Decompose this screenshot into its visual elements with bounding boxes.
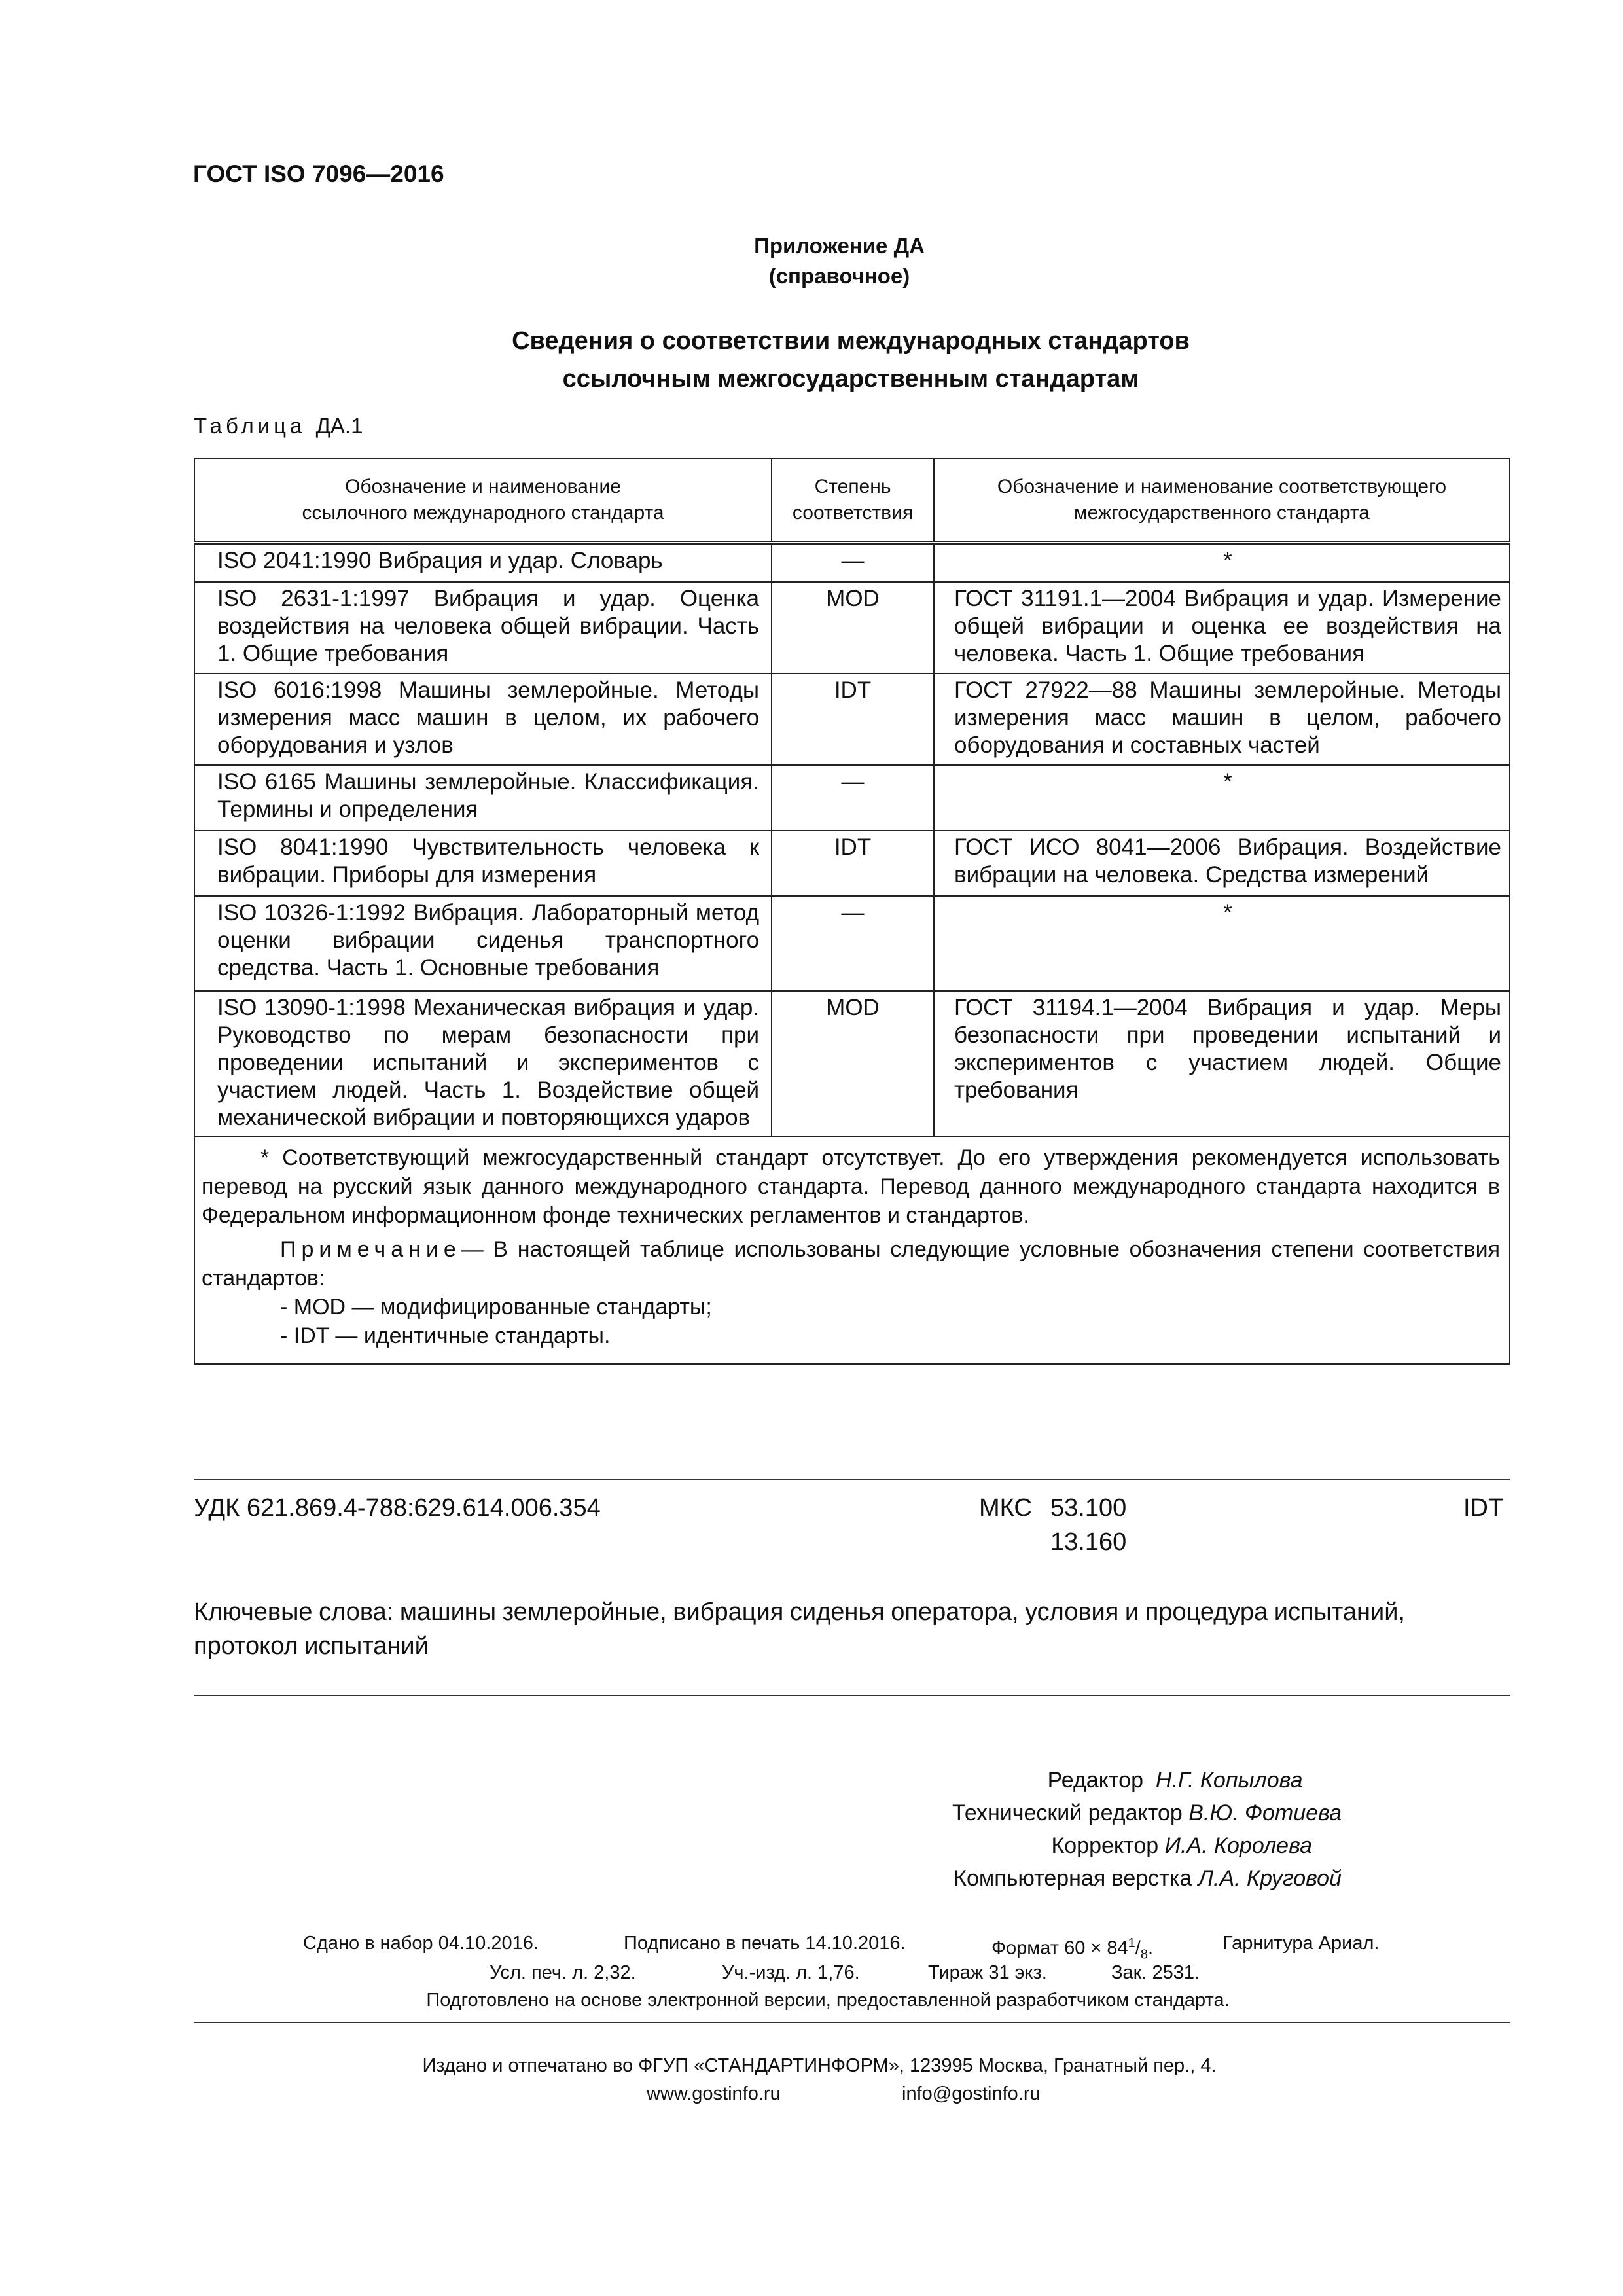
cell-international: ISO 6165 Машины землеройные. Классификация. Термины и определения: [194, 765, 772, 831]
note-item: - IDT — идентичные стандарты.: [280, 1323, 611, 1348]
credit-tech-editor: [0, 1797, 1342, 1829]
cell-degree: —: [772, 543, 934, 582]
table-row: [194, 765, 1510, 831]
classification-top-rule: [194, 1479, 1510, 1480]
credit-editor: [0, 1764, 1309, 1797]
note-text: — В настоящей таблице использованы следующие условные обозначения степени соответствия стандартов:: [202, 1237, 1500, 1291]
mks-code-2: 13.160: [1050, 1528, 1127, 1556]
cell-international: ISO 6016:1998 Машины землеройные. Методы измерения масс машин в целом, их рабочего оборудования и узлов: [194, 673, 772, 765]
correspondence-table: [194, 458, 1510, 1365]
table-row: [194, 991, 1510, 1136]
cell-national: *: [934, 896, 1510, 991]
credit-role: Технический редактор: [952, 1801, 1183, 1825]
table-notes: [194, 1136, 1510, 1364]
keywords-bottom-rule: [194, 1695, 1510, 1696]
table-row: [194, 673, 1510, 765]
print-format: Формат $60 \times 84^1/_8$.: [991, 1936, 1154, 1962]
format-suffix: .: [1147, 1937, 1154, 1959]
mks-label: МКС: [979, 1494, 1032, 1522]
table-caption-label: Таблица: [194, 414, 306, 438]
publisher-email: info@gostinfo.ru: [902, 2083, 1041, 2104]
table-row: [194, 896, 1510, 991]
table-caption-number: ДА.1: [315, 414, 363, 438]
note-label: Примечание: [280, 1237, 461, 1262]
note-item: - MOD — модифицированные стандарты;: [280, 1295, 712, 1319]
appendix-title-line-1: Сведения о соответствии международных стандартов: [512, 327, 1190, 355]
credit-role: Редактор: [1047, 1768, 1143, 1793]
cell-national: *: [934, 543, 1510, 582]
cell-international: ISO 8041:1990 Чувствительность человека к вибрации. Приборы для измерения: [194, 831, 772, 896]
format-prefix: Формат 60 × 84: [991, 1937, 1128, 1959]
udk-code: УДК 621.869.4-788:629.614.006.354: [194, 1494, 601, 1522]
appendix-title-line-2: ссылочным межгосударственным стандартам: [562, 365, 1139, 393]
publisher-site: www.gostinfo.ru: [647, 2083, 781, 2104]
format-sup: 1: [1128, 1936, 1135, 1950]
cell-international: ISO 2631-1:1997 Вибрация и удар. Оценка воздействия на человека общей вибрации. Часть 1. Общие требования: [194, 582, 772, 673]
credit-role: Корректор: [1051, 1833, 1159, 1858]
credit-proofreader: [0, 1829, 1312, 1862]
mks-code-1: 53.100: [1050, 1494, 1127, 1522]
table-note: [202, 1235, 1500, 1293]
cell-degree: MOD: [772, 991, 934, 1136]
credit-name: В.Ю. Фотиева: [1188, 1801, 1342, 1825]
cell-national: *: [934, 765, 1510, 831]
print-prepared: Подготовлено на основе электронной версии, предоставленной разработчиком стандарта.: [426, 1990, 1230, 2011]
cell-national: ГОСТ 27922—88 Машины землеройные. Методы измерения масс машин в целом, рабочего оборудования и составных частей: [934, 673, 1510, 765]
credit-name: Н.Г. Копылова: [1155, 1768, 1303, 1793]
table-row: [194, 543, 1510, 582]
credit-role: Компьютерная верстка: [954, 1866, 1192, 1891]
cell-international: ISO 10326-1:1992 Вибрация. Лабораторный метод оценки вибрации сиденья транспортного средства. Часть 1. Основные требования: [194, 896, 772, 991]
column-header-degree: Степень соответствия: [772, 459, 934, 543]
table-header-row: [194, 459, 1510, 543]
table-row: [194, 831, 1510, 896]
column-header-international: Обозначение и наименование ссылочного международного стандарта: [194, 459, 772, 543]
print-zak: Зак. 2531.: [1111, 1962, 1200, 1983]
table-caption: [194, 414, 363, 439]
cell-degree: IDT: [772, 831, 934, 896]
credit-name: Л.А. Круговой: [1198, 1866, 1342, 1891]
credit-layout: [0, 1862, 1342, 1895]
cell-degree: IDT: [772, 673, 934, 765]
print-submitted: Сдано в набор 04.10.2016.: [303, 1933, 539, 1954]
cell-national: ГОСТ 31194.1—2004 Вибрация и удар. Меры безопасности при проведении испытаний и экспериментов с участием людей. Общие требования: [934, 991, 1510, 1136]
publisher-line: Издано и отпечатано во ФГУП «СТАНДАРТИНФОРМ», 123995 Москва, Гранатный пер., 4.: [422, 2055, 1217, 2076]
degree-code: IDT: [1463, 1494, 1504, 1522]
table-notes-row: [194, 1136, 1510, 1364]
credit-name: И.А. Королева: [1164, 1833, 1312, 1858]
cell-national: ГОСТ ИСО 8041—2006 Вибрация. Воздействие вибрации на человека. Средства измерений: [934, 831, 1510, 896]
table-footnote: * Соответствующий межгосударственный стандарт отсутствует. До его утверждения рекомендуется использовать перевод на русский язык данного международного стандарта. Перевод данного международного стандарта находится в Федеральном информационном фонде технических регламентов и стандартов.: [202, 1145, 1500, 1228]
document-header: ГОСТ ISO 7096—2016: [193, 160, 444, 187]
print-uch: Уч.-изд. л. 1,76.: [722, 1962, 860, 1983]
print-signed: Подписано в печать 14.10.2016.: [624, 1933, 906, 1954]
print-typeface: Гарнитура Ариал.: [1222, 1933, 1380, 1954]
format-sub: 8: [1140, 1947, 1148, 1962]
cell-degree: —: [772, 896, 934, 991]
appendix-name: Приложение ДА: [754, 234, 925, 258]
print-tirazh: Тираж 31 экз.: [928, 1962, 1047, 1983]
appendix-kind: (справочное): [768, 264, 910, 288]
publisher-rule: [194, 2022, 1510, 2023]
cell-international: ISO 2041:1990 Вибрация и удар. Словарь: [194, 543, 772, 582]
cell-international: ISO 13090-1:1998 Механическая вибрация и удар. Руководство по мерам безопасности при проведении испытаний и экспериментов с участием людей. Часть 1. Воздействие общей механической вибрации и повторяющихся ударов: [194, 991, 772, 1136]
cell-degree: MOD: [772, 582, 934, 673]
print-usl: Усл. печ. л. 2,32.: [490, 1962, 636, 1983]
column-header-national: Обозначение и наименование соответствующего межгосударственного стандарта: [934, 459, 1510, 543]
cell-degree: —: [772, 765, 934, 831]
table-row: [194, 582, 1510, 673]
cell-national: ГОСТ 31191.1—2004 Вибрация и удар. Измерение общей вибрации и оценка ее воздействия на человека. Часть 1. Общие требования: [934, 582, 1510, 673]
keywords: Ключевые слова: машины землеройные, вибрация сиденья оператора, условия и процедура испытаний, протокол испытаний: [194, 1598, 1405, 1660]
